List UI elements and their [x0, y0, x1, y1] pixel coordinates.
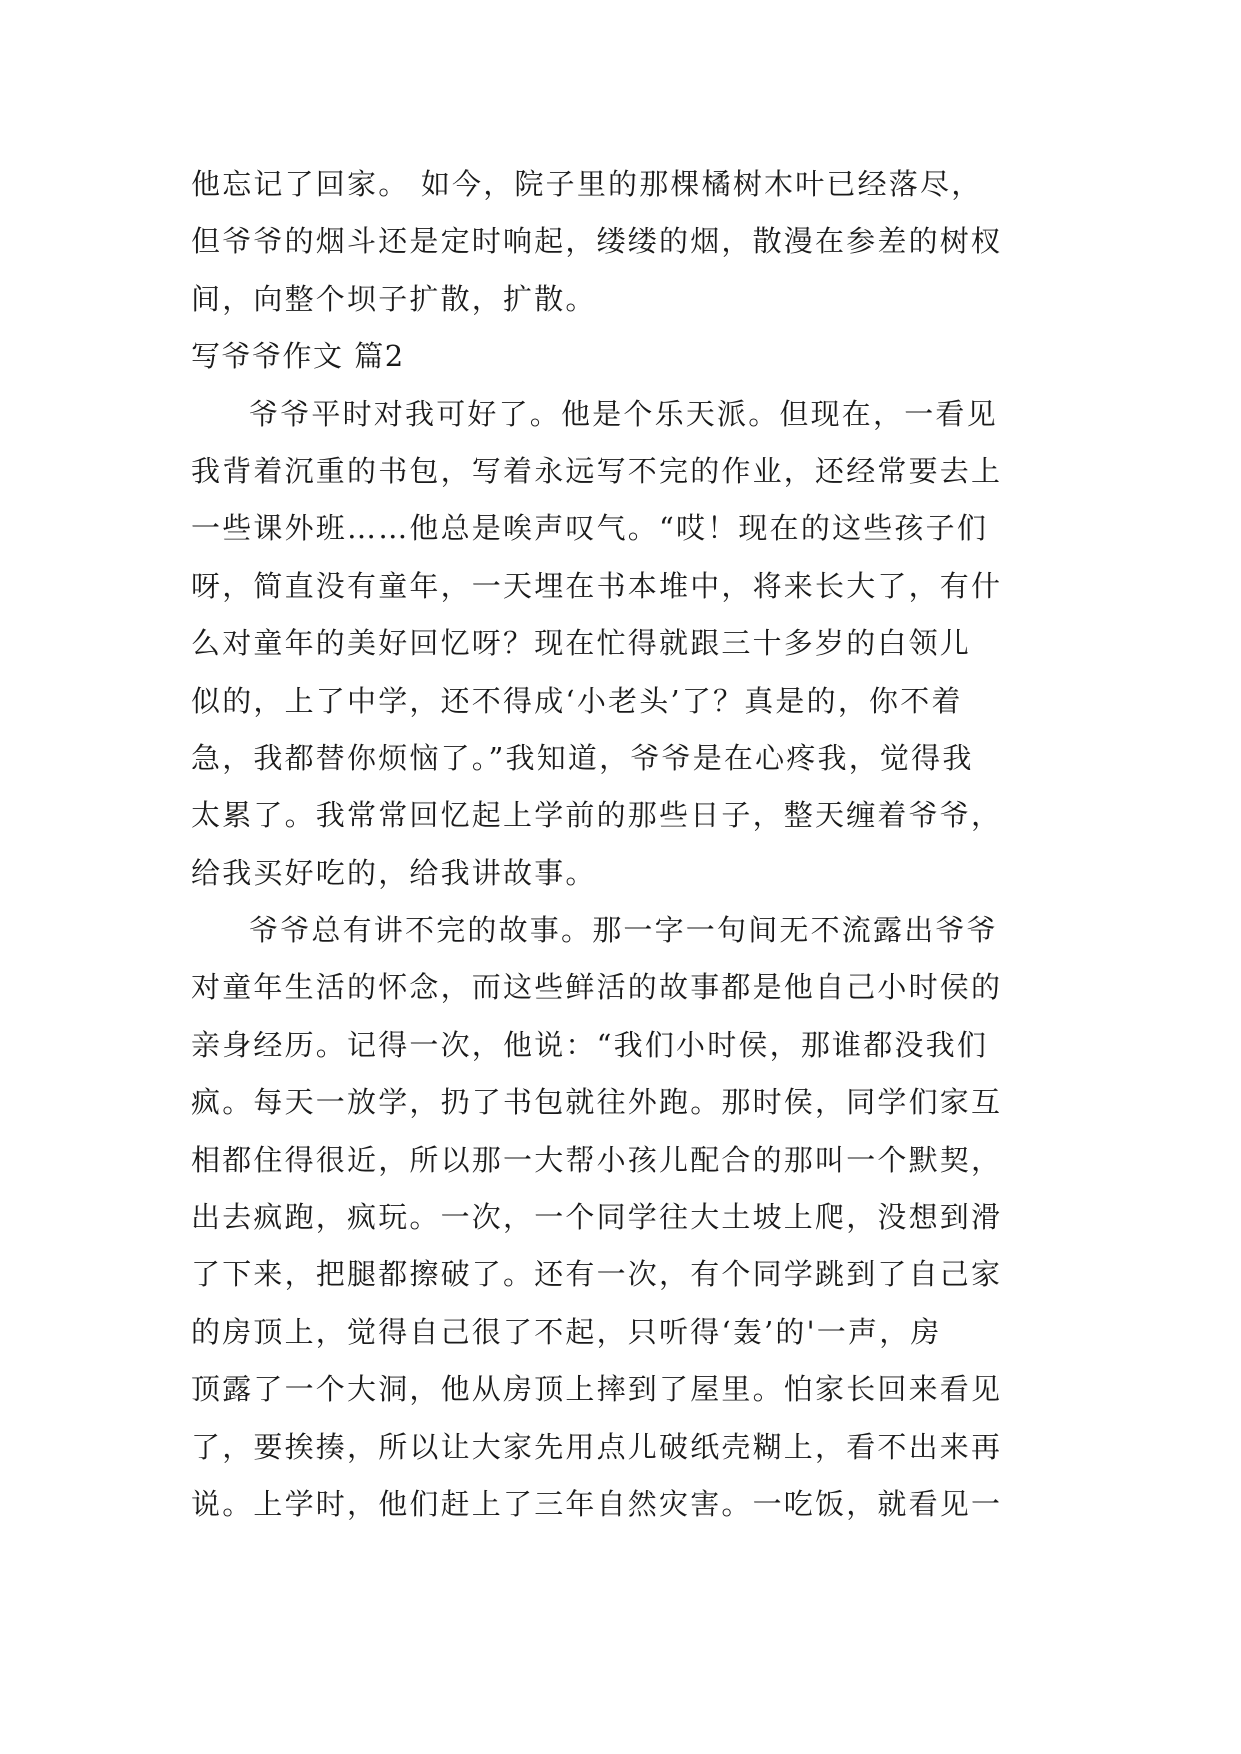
text-line: 顶露了一个大洞，他从房顶上摔到了屋里。怕家长回来看见: [191, 1372, 1003, 1407]
text-line: 了，要挨揍，所以让大家先用点儿破纸壳糊上，看不出来再: [191, 1429, 1003, 1464]
text-line: 他忘记了回家。 如今，院子里的那棵橘树木叶已经落尽，: [191, 167, 983, 201]
text-line: 亲身经历。记得一次，他说：“我们小时侯，那谁都没我们: [191, 1027, 989, 1062]
document-body: [191, 156, 1061, 1533]
text-line: 但爷爷的烟斗还是定时响起，缕缕的烟，散漫在参差的树杈: [191, 224, 1003, 259]
text-line: 了下来，把腿都擦破了。还有一次，有个同学跳到了自己家: [191, 1257, 1003, 1292]
text-line: 相都住得很近，所以那一大帮小孩儿配合的那叫一个默契，: [191, 1142, 1003, 1177]
text-line: 给我买好吃的，给我讲故事。: [191, 855, 597, 890]
text-line: 么对童年的美好回忆呀？现在忙得就跟三十多岁的白领儿: [191, 626, 972, 661]
text-line: 呀，简直没有童年，一天埋在书本堆中，将来长大了，有什: [191, 568, 1003, 603]
text-line: 说。上学时，他们赶上了三年自然灾害。一吃饭，就看见一: [191, 1486, 1003, 1521]
text-line: 似的，上了中学，还不得成‘小老头’了？真是的，你不着: [191, 683, 963, 718]
text-line: 我背着沉重的书包，写着永远写不完的作业，还经常要去上: [191, 453, 1003, 488]
text-line: 急，我都替你烦恼了。”我知道，爷爷是在心疼我，觉得我: [191, 740, 974, 775]
text-line: 太累了。我常常回忆起上学前的那些日子，整天缠着爷爷，: [191, 798, 1003, 833]
text-line: 疯。每天一放学，扔了书包就往外跑。那时侯，同学们家互: [191, 1085, 1003, 1120]
text-line: 爷爷平时对我可好了。他是个乐天派。但现在，一看见: [249, 396, 998, 431]
text-line: 的房顶上，觉得自己很了不起，只听得‘轰’的'一声，房: [191, 1314, 942, 1349]
section-heading: 写爷爷作文 篇2: [191, 339, 405, 374]
text-line: 一些课外班……他总是唉声叹气。“哎！现在的这些孩子们: [191, 511, 989, 546]
text-line: 间，向整个坝子扩散，扩散。: [191, 281, 597, 316]
text-line: 爷爷总有讲不完的故事。那一字一句间无不流露出爷爷: [249, 913, 998, 948]
text-line: 出去疯跑，疯玩。一次，一个同学往大土坡上爬，没想到滑: [191, 1200, 1003, 1235]
text-line: 对童年生活的怀念，而这些鲜活的故事都是他自己小时侯的: [191, 970, 1003, 1005]
